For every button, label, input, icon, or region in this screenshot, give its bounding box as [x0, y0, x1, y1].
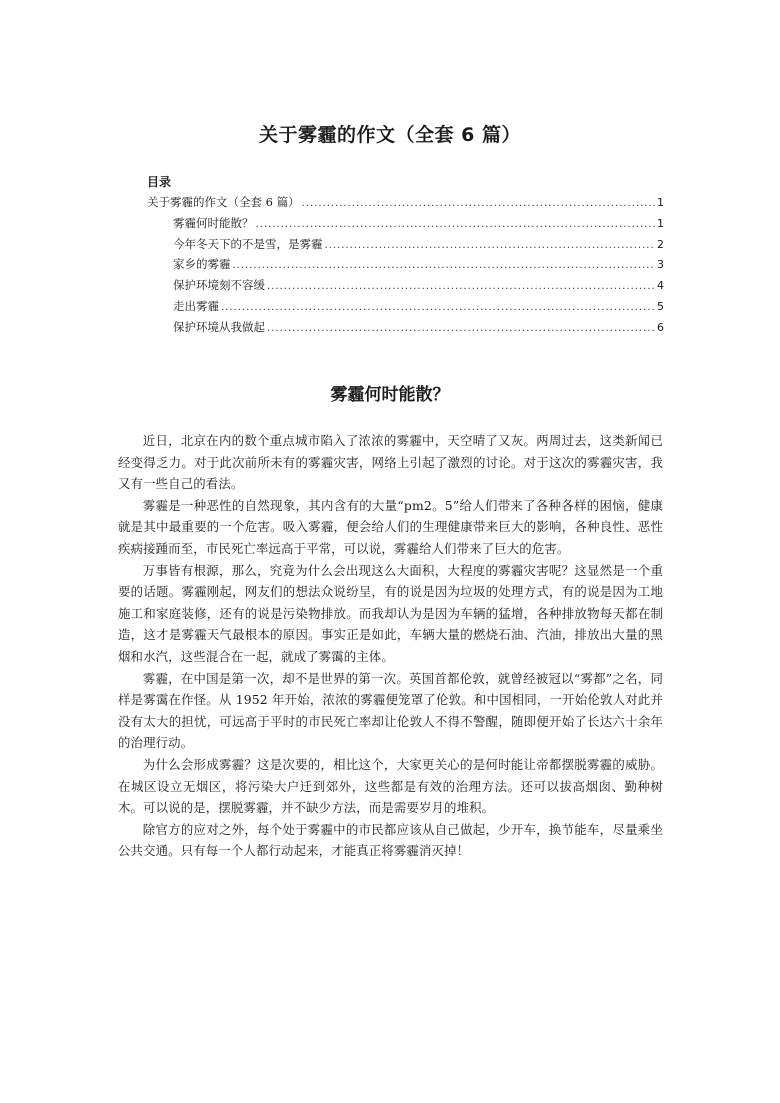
table-of-contents [147, 192, 664, 338]
paragraph: 雾霾是一种恶性的自然现象，其内含有的大量“pm2。5”给人们带来了各种各样的困恼，健康就是其中最重要的一个危害。吸入雾霾，便会给人们的生理健康带来巨大的影响，各种良性、恶性疾病接踵而至，市民死亡率远高于平常，可以说，雾霾给人们带来了巨大的危害。 [118, 497, 663, 556]
paragraph: 除官方的应对之外，每个处于雾霾中的市民都应该从自己做起，少开车，换节能车，尽量乘坐公共交通。只有每一个人都行动起来，才能真正将雾霾消灭掉！ [118, 821, 663, 859]
toc-entry[interactable] [147, 296, 664, 317]
paragraph: 近日，北京在内的数个重点城市陷入了浓浓的雾霾中，天空晴了又灰。两周过去，这类新闻已经变得乏力。对于此次前所未有的雾霾灾害，网络上引起了激烈的讨论。对于这次的雾霾灾害，我又有一些自己的看法。 [118, 433, 663, 492]
essay-body [118, 430, 663, 862]
toc-entry-page: 4 [657, 279, 664, 293]
toc-entry-page: 1 [657, 216, 664, 230]
toc-entry[interactable] [147, 213, 664, 234]
paragraph: 雾霾，在中国是第一次，却不是世界的第一次。英国首都伦敦，就曾经被冠以“雾都”之名，同样是雾霭在作怪。从 1952 年开始，浓浓的雾霾便笼罩了伦敦。和中国相同，一开始伦敦人对此并没有太大的担忧，可远高于平时的市民死亡率却让伦敦人不得不警醒，随即便开始了长达六十余年的治理行动。 [118, 670, 663, 751]
toc-leader-dots [233, 256, 656, 277]
toc-heading: 目录 [147, 175, 172, 189]
toc-entry-text: 关于雾霾的作文（全套 6 篇） [147, 195, 300, 209]
toc-entry-text: 走出雾霾 [173, 298, 219, 313]
toc-entry-page: 3 [657, 258, 664, 272]
toc-leader-dots [267, 277, 655, 298]
toc-entry-text: 家乡的雾霾 [173, 257, 231, 272]
toc-leader-dots [221, 298, 655, 319]
toc-entry[interactable] [147, 317, 664, 338]
toc-leader-dots [302, 194, 655, 215]
toc-entry[interactable] [147, 275, 664, 296]
toc-entry-text: 雾霾何时能散？ [173, 215, 254, 230]
paragraph: 万事皆有根源，那么，究竟为什么会出现这么大面积，大程度的雾霾灾害呢？这显然是一个重要的话题。雾霾刚起，网友们的想法众说纷呈，有的说是因为垃圾的处理方式，有的说是因为工地施工和家庭装修，还有的说是污染物排放。而我却认为是因为车辆的猛增，各种排放物每天都在制造，这才是雾霾天气最根本的原因。事实正是如此，车辆大量的燃烧石油、汽油，排放出大量的黑烟和水汽，这些混合在一起，就成了雾霭的主体。 [118, 562, 663, 664]
toc-leader-dots [267, 319, 655, 340]
toc-entry-text: 保护环境从我做起 [173, 319, 265, 334]
toc-entry-text: 今年冬天下的不是雪，是雾霾 [173, 236, 323, 251]
document-title: 关于雾霾的作文（全套 6 篇） [259, 124, 521, 146]
toc-entry-page: 6 [657, 320, 664, 334]
section-title: 雾霾何时能散？ [330, 385, 450, 405]
toc-entry-page: 5 [657, 299, 664, 313]
paragraph: 为什么会形成雾霾？这是次要的，相比这个，大家更关心的是何时能让帝都摆脱雾霾的威胁。在城区设立无烟区，将污染大户迁到郊外，这些都是有效的治理方法。还可以拔高烟囱、勤种树木。可以说的是，摆脱雾霾，并不缺少方法，而是需要岁月的堆积。 [118, 756, 663, 816]
toc-entry[interactable] [147, 254, 664, 275]
toc-entry[interactable] [147, 192, 664, 213]
toc-leader-dots [256, 215, 656, 236]
toc-entry-page: 1 [657, 196, 664, 209]
toc-entry-text: 保护环境刻不容缓 [173, 278, 265, 293]
toc-entry-page: 2 [657, 237, 664, 251]
toc-leader-dots [325, 236, 656, 257]
toc-entry[interactable] [147, 234, 664, 255]
